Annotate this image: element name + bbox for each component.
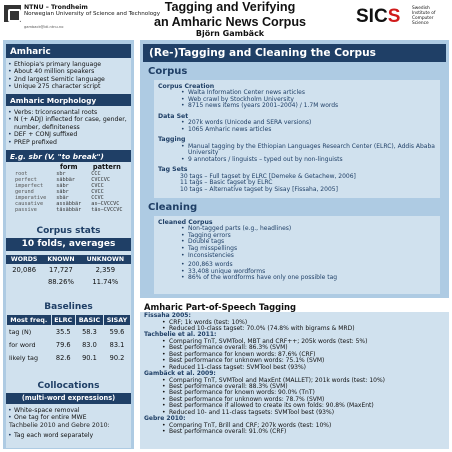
tagset-line: 10 tags – Alternative tagset by Sisay [Fissaha, 2005] bbox=[180, 185, 338, 193]
stats-subtitle: 10 folds, averages bbox=[6, 238, 131, 251]
list-item: • Tag each word separately bbox=[6, 432, 131, 439]
dataset-title: Data Set bbox=[158, 112, 189, 120]
sics-subtitle: Swedish Institute of Computer Science bbox=[412, 6, 436, 26]
list-item: • White-space removal bbox=[6, 407, 131, 414]
ntnu-block bbox=[4, 3, 161, 35]
list-item: • Best performance for known words: 87.6% (CRF) bbox=[144, 352, 445, 358]
list-item: • Walta Information Center news articles bbox=[158, 90, 436, 97]
list-item: • 200,863 words bbox=[158, 262, 436, 269]
list-item: • About 40 million speakers bbox=[6, 68, 131, 75]
list-item: • Comparing TnT, Brill and CRF; 207k words (test: 10%) bbox=[144, 423, 445, 429]
creation-title: Corpus Creation bbox=[158, 83, 215, 90]
list-item: • 1065 Amharic news articles bbox=[158, 127, 436, 134]
sbr-title: E.g. sbr (V, "to break") bbox=[6, 150, 131, 162]
pos-group-title: Gambäck et al. 2009: bbox=[144, 370, 216, 378]
table-row: 20,086 17,727 2,359 bbox=[12, 266, 116, 274]
table-row: likely tag 82.6 90.1 90.2 bbox=[7, 352, 131, 365]
collocations-title: Collocations bbox=[37, 381, 100, 391]
corpus-stats-box bbox=[6, 224, 131, 298]
collocations-box bbox=[6, 378, 131, 448]
list-item: • Reduced 11-class tagset: SVMTool best (93%) bbox=[144, 365, 445, 371]
list-item: • DEF + CONJ suffixed bbox=[6, 131, 131, 138]
stats-table: WORDS KNOWN UNKNOWN 20,086 17,727 2,359 88.26% 11.74% bbox=[6, 255, 131, 288]
baselines-box bbox=[6, 298, 131, 384]
cleaning-panel bbox=[154, 216, 440, 294]
table-row: perfect säbbär CVCCVC bbox=[15, 177, 110, 183]
amharic-list bbox=[6, 58, 131, 91]
list-item: • One tag for entire MWE bbox=[6, 414, 131, 421]
morphology-title: Amharic Morphology bbox=[6, 94, 131, 106]
list-item: • PREP prefixed bbox=[6, 139, 131, 146]
list-item: • Best performance for unknown words: 78.7% (SVM) bbox=[144, 397, 445, 403]
table-row: causative assäbbär as—CVCCVC bbox=[15, 201, 120, 207]
list-item: • Best performance if allowed to create its own folds: 90.8% (MaxEnt) bbox=[144, 403, 445, 409]
tagging-title: Tagging bbox=[158, 136, 186, 144]
pos-title: Amharic Part-of-Speech Tagging bbox=[140, 300, 449, 312]
sics-block bbox=[356, 4, 448, 36]
left-column bbox=[3, 40, 134, 449]
pos-tagging-section bbox=[140, 300, 449, 449]
tagset-line: 30 tags – Full tagset by ELRC [Demeke & Getachew, 2006] bbox=[180, 172, 356, 180]
morphology-list bbox=[6, 106, 131, 146]
list-item: • Comparing TnT, SVMTool, MBT and CRF++; 205k words (test: 5%) bbox=[144, 339, 445, 345]
stats-title: Corpus stats bbox=[36, 226, 101, 236]
sics-logo: SICS bbox=[356, 6, 401, 27]
table-row: imperative sbär CCVC bbox=[15, 195, 104, 201]
list-item: • Tag misspellings bbox=[158, 246, 436, 253]
list-item: • Double tags bbox=[158, 239, 436, 246]
collocations-list bbox=[6, 404, 131, 422]
list-item: • Tagging errors bbox=[158, 233, 436, 240]
table-row: for word 79.6 83.0 83.1 bbox=[7, 339, 131, 352]
list-item: • 9 annotators / linguists – typed out by non-linguists bbox=[158, 157, 436, 164]
table-row: gerund säbr CVCC bbox=[15, 189, 104, 195]
sbr-table bbox=[10, 163, 127, 213]
table-row: 88.26% 11.74% bbox=[47, 278, 119, 286]
author: Björn Gambäck bbox=[195, 29, 265, 38]
list-item: • Non-tagged parts (e.g., headlines) bbox=[158, 226, 436, 233]
list-item: • Best performance overall: 88.3% (SVM) bbox=[144, 384, 445, 390]
list-item: • Inconsistencies bbox=[158, 253, 436, 260]
list-item: • 2nd largest Semitic language bbox=[6, 76, 131, 83]
list-item: • Best performance overall: 86.3% (SVM) bbox=[144, 345, 445, 351]
right-column bbox=[140, 40, 449, 298]
main-section-title: (Re-)Tagging and Cleaning the Corpus bbox=[143, 44, 446, 62]
pos-group-title: Gebre 2010: bbox=[144, 415, 186, 423]
list-item: • Manual tagging by the Ethiopian Languages Research Center (ELRC), Addis Ababa University bbox=[158, 144, 436, 157]
list-item: • Best performance for unknown words: 75.1% (SVM) bbox=[144, 358, 445, 364]
ntnu-subtitle: Norwegian University of Science and Technology bbox=[24, 11, 161, 17]
collocations-note: Tachbelie 2010 and Gebre 2010: bbox=[9, 421, 110, 429]
pos-group-title: Tachbelie et al. 2011: bbox=[144, 331, 217, 339]
amharic-title: Amharic bbox=[6, 44, 131, 58]
list-item: • Web crawl by Stockholm University bbox=[158, 97, 436, 104]
ntnu-name: NTNU – Trondheim bbox=[24, 4, 88, 11]
baselines-title: Baselines bbox=[44, 302, 93, 312]
list-item: • Ethiopia's primary language bbox=[6, 61, 131, 68]
tagset-line: 11 tags – Basic tagset by ELRC bbox=[180, 179, 273, 187]
list-item: • 207k words (Unicode and SERA versions) bbox=[158, 120, 436, 127]
collocations-subtitle: (multi-word expressions) bbox=[6, 393, 131, 404]
list-item: • Best performance overall: 91.0% (CRF) bbox=[144, 429, 445, 435]
list-item: • 8715 news items (years 2001–2004) / 1.7M words bbox=[158, 103, 436, 110]
baselines-table: Most freq. ELRC BASIC SISAY tag (N) 35.5 58.3 59.6 for word 79.6 83.0 83.1 likely tag 82.6 90.1 90.2 bbox=[6, 314, 131, 365]
pos-group-title: Fissaha 2005: bbox=[144, 312, 191, 319]
cleaned-title: Cleaned Corpus bbox=[158, 219, 213, 226]
table-row: passive täsäbbär täs—CVCCVC bbox=[15, 207, 123, 213]
list-item: • Comparing TnT, SVMTool and MaxEnt (MALLET); 201k words (test: 10%) bbox=[144, 378, 445, 384]
corpus-panel bbox=[154, 80, 440, 198]
poster-header bbox=[0, 0, 452, 40]
corpus-label: Corpus bbox=[148, 66, 188, 77]
list-item: • Reduced 10-class tagset: 70.0% (74.8% with bigrams & MRD) bbox=[144, 326, 445, 332]
ntnu-logo-icon bbox=[4, 5, 21, 22]
list-item: • CRF; 1k words (test: 10%) bbox=[144, 320, 445, 326]
title-line-1: Tagging and Verifying bbox=[164, 0, 296, 14]
cleaning-label: Cleaning bbox=[148, 202, 198, 213]
table-row: tag (N) 35.5 58.3 59.6 bbox=[7, 326, 131, 339]
tagsets-title: Tag Sets bbox=[158, 166, 188, 174]
title-line-2: an Amharic News Corpus bbox=[153, 14, 307, 29]
list-item: • Reduced 10- and 11-class tagsets: SVMTool best (93%) bbox=[144, 410, 445, 416]
sbr-col-pattern: pattern bbox=[92, 163, 121, 171]
list-item: • 86% of the wordforms have only one possible tag bbox=[158, 275, 436, 282]
list-item: • Verbs: triconsonantal roots bbox=[6, 109, 131, 116]
list-item: • 33,408 unique wordforms bbox=[158, 269, 436, 276]
table-row: root sbr CCC bbox=[15, 171, 101, 177]
list-item: • N (+ ADJ) inflected for case, gender, number, definiteness bbox=[6, 116, 131, 131]
list-item: • Best performance for known words: 90.0% (TnT) bbox=[144, 390, 445, 396]
sbr-example-box bbox=[6, 150, 131, 228]
ntnu-email: gamback@idi.ntnu.no bbox=[24, 25, 64, 29]
poster-title bbox=[130, 0, 330, 29]
table-row: imperfect säbr CVCC bbox=[15, 183, 104, 189]
list-item: • Unique 275 character script bbox=[6, 83, 131, 90]
sbr-col-form: form bbox=[59, 163, 78, 171]
